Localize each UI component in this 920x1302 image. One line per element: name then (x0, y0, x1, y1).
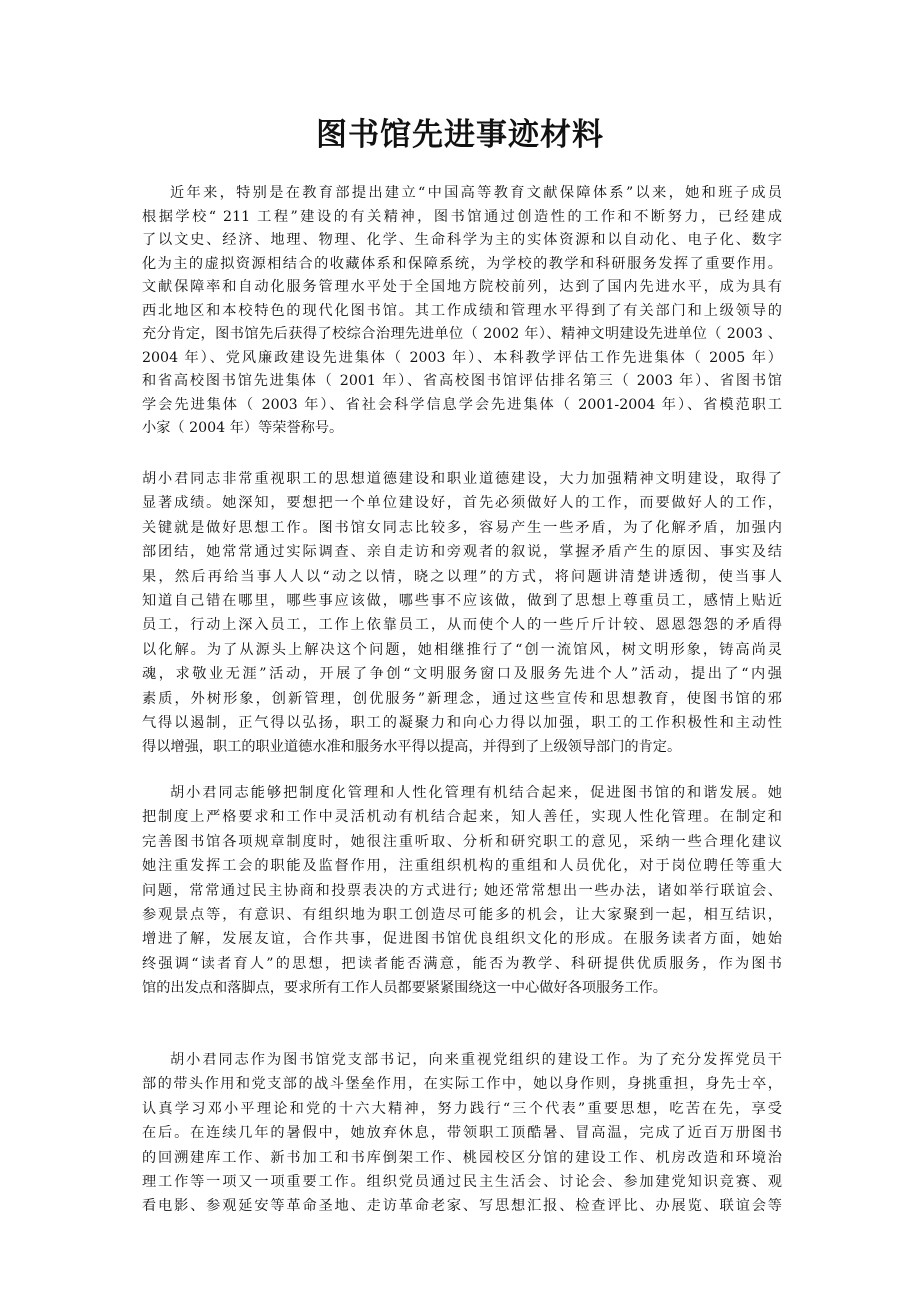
text-line: 了以文史、经济、地理、物理、化学、生命科学为主的实体资源和以自动化、电子化、数字 (142, 232, 782, 248)
text-line: 的回溯建库工作、新书加工和书库倒架工作、桃园校区分馆的建设工作、机房改造和环境治 (142, 1149, 782, 1166)
text-line: 完善图书馆各项规章制度时，她很注重听取、分析和研究职工的意见，采纳一些合理化建议 (142, 833, 782, 850)
text-line: 魂，求敬业无涯”活动，开展了争创“文明服务窗口及服务先进个人”活动，提出了“内强 (142, 666, 782, 683)
text-line: 知道自己错在哪里，哪些事应该做，哪些事不应该做，做到了思想上尊重员工，感情上贴近 (142, 592, 782, 609)
text-line: 小家（ 2004 年）等荣誉称号。 (142, 420, 344, 436)
paragraph-party-building (142, 1048, 782, 1219)
text-line: 胡小君同志作为图书馆党支部书记，向来重视党组织的建设工作。为了充分发挥党员干 (170, 1052, 782, 1068)
paragraph-achievements (142, 182, 782, 441)
text-line: 气得以遏制，正气得以弘扬，职工的凝聚力和向心力得以加强，职工的工作积极性和主动性 (142, 714, 782, 731)
text-line: 理工作等一项又一项重要工作。组织党员通过民主生活会、讨论会、参加建党知识竞赛、观 (142, 1173, 782, 1190)
text-line: 果，然后再给当事人人以“动之以情，晓之以理”的方式，将问题讲清楚讲透彻，使当事人 (142, 568, 782, 585)
text-line: 问题，常常通过民主协商和投票表决的方式进行; 她还常常想出一些办法，诸如举行联谊会、 (142, 882, 782, 899)
text-line: 2004 年）、党风廉政建设先进集体（ 2003 年）、本科教学评估工作先进集体（ 2005 年） (142, 349, 782, 366)
text-line: 员工，行动上深入员工，工作上依靠员工，从而使个人的一些斤斤计较、恩恩怨怨的矛盾得 (142, 617, 782, 634)
text-line: 化为主的虚拟资源相结合的收藏体系和保障系统，为学校的教学和科研服务发挥了重要作用。 (142, 255, 782, 272)
text-line: 增进了解，发展友谊，合作共事，促进图书馆优良组织文化的形成。在服务读者方面，她始 (142, 931, 782, 948)
paragraph-ethics (142, 467, 782, 760)
text-line: 显著成绩。她深知，要想把一个单位建设好，首先必须做好人的工作，而要做好人的工作， (142, 495, 782, 512)
text-line: 得以增强，职工的职业道德水准和服务水平得以提高，并得到了上级领导部门的肯定。 (142, 739, 682, 756)
text-line: 文献保障率和自动化服务管理水平处于全国地方院校前列，达到了国内先进水平，成为具有 (142, 279, 782, 295)
text-line: 充分肯定，图书馆先后获得了校综合治理先进单位（ 2002 年）、精神文明建设先进单位（ 2003 、 (142, 326, 782, 342)
text-line: 胡小君同志非常重视职工的思想道德建设和职业道德建设，大力加强精神文明建设，取得了 (142, 471, 782, 487)
text-line: 在后。在连续几年的暑假中，她放弃休息，带领职工顶酷暑、冒高温，完成了近百万册图书 (142, 1125, 782, 1142)
text-line: 部的带头作用和党支部的战斗堡垒作用，在实际工作中，她以身作则，身挑重担，身先士卒， (142, 1076, 782, 1093)
text-line: 根据学校“ 211 工程”建设的有关精神，图书馆通过创造性的工作和不断努力，已经建成 (142, 208, 782, 225)
text-line: 她注重发挥工会的职能及监督作用，注重组织机构的重组和人员优化，对于岗位聘任等重大 (142, 858, 782, 875)
text-line: 终强调“读者育人”的思想，把读者能否满意，能否为教学、科研提供优质服务，作为图书 (142, 955, 782, 972)
text-line: 胡小君同志能够把制度化管理和人性化管理有机结合起来，促进图书馆的和谐发展。她 (170, 785, 782, 801)
text-line: 西北地区和本校特色的现代化图书馆。其工作成绩和管理水平得到了有关部门和上级领导的 (142, 302, 782, 319)
paragraph-management (142, 781, 782, 1001)
text-line: 把制度上严格要求和工作中灵活机动有机结合起来，知人善任，实现人性化管理。在制定和 (142, 809, 782, 826)
text-line: 近年来，特别是在教育部提出建立“中国高等教育文献保障体系”以来，她和班子成员 (170, 185, 782, 201)
text-line: 参观景点等，有意识、有组织地为职工创造尽可能多的机会，让大家聚到一起，相互结识， (142, 906, 782, 923)
text-line: 和省高校图书馆先进集体（ 2001 年）、省高校图书馆评估排名第三（ 2003 年）、省图书馆 (142, 373, 782, 389)
text-line: 部团结，她常常通过实际调查、亲自走访和旁观者的叙说，掌握矛盾产生的原因、事实及结 (142, 544, 782, 561)
text-line: 学会先进集体（ 2003 年）、省社会科学信息学会先进集体（ 2001-2004 年）、省模范职工 (142, 396, 782, 413)
text-line: 馆的出发点和落脚点，要求所有工作人员都要紧紧围绕这一中心做好各项服务工作。 (142, 980, 667, 997)
text-line: 素质，外树形象，创新管理，创优服务”新理念，通过这些宣传和思想教育，使图书馆的邪 (142, 690, 782, 707)
document-title: 图书馆先进事迹材料 (316, 117, 604, 153)
text-line: 以化解。为了从源头上解决这个问题，她相继推行了“创一流馆风，树文明形象，铸高尚灵 (142, 641, 782, 658)
text-line: 看电影、参观延安等革命圣地、走访革命老家、写思想汇报、检查评比、办展览、联谊会等 (142, 1198, 782, 1215)
text-line: 关键就是做好思想工作。图书馆女同志比较多，容易产生一些矛盾，为了化解矛盾，加强内 (142, 519, 782, 536)
text-line: 认真学习邓小平理论和党的十六大精神，努力践行“三个代表”重要思想，吃苦在先，享受 (142, 1100, 782, 1117)
